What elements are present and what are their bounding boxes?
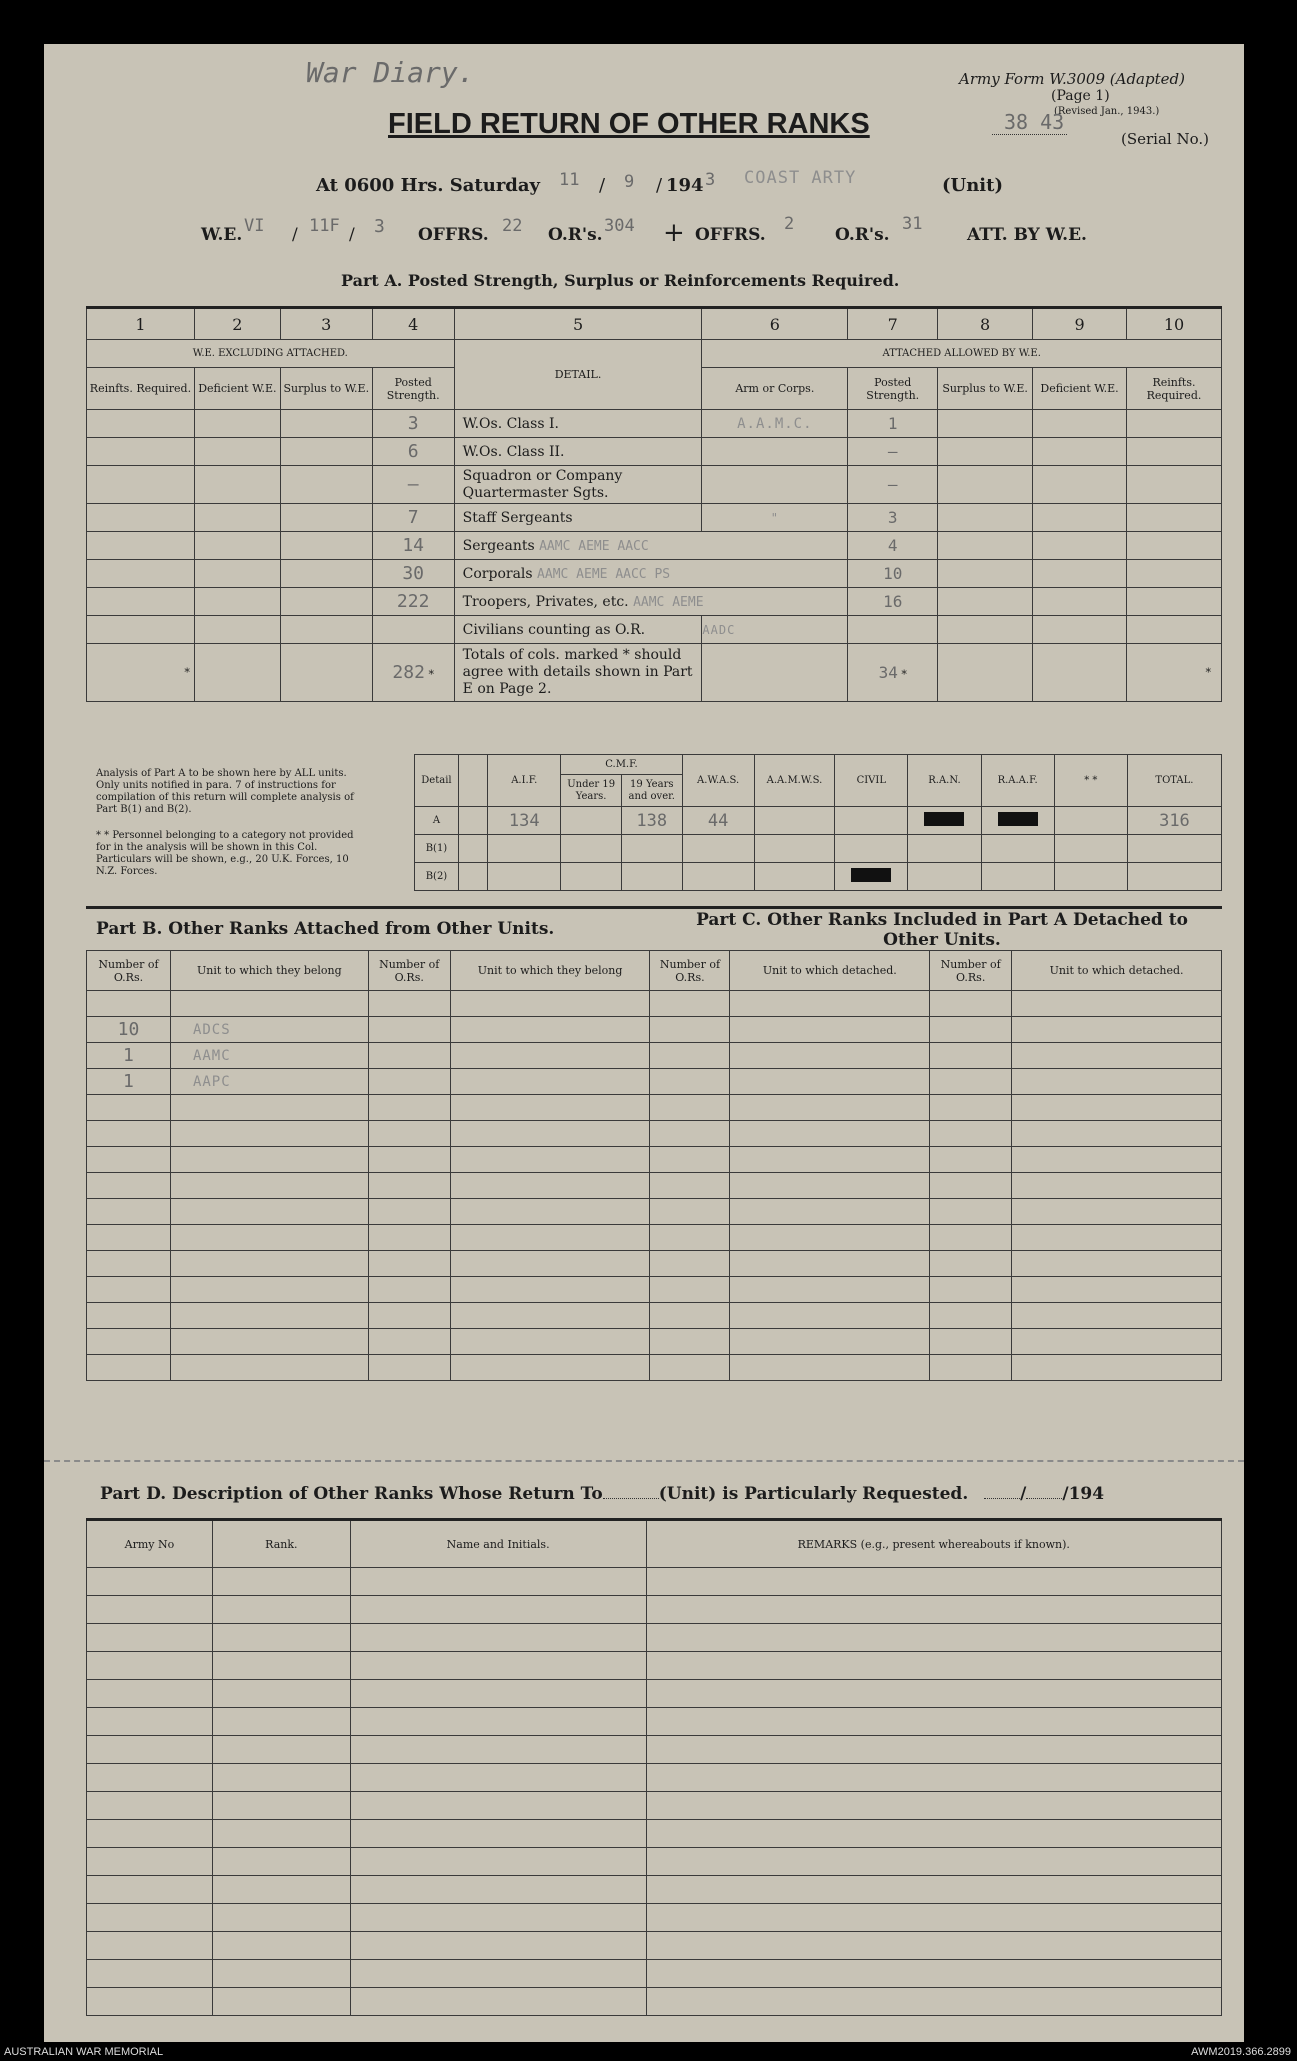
footer-left: AUSTRALIAN WAR MEMORIAL <box>4 2046 164 2058</box>
plus-sign: + <box>663 218 685 248</box>
table-row <box>87 1199 1222 1225</box>
header-att-surplus: Surplus to W.E. <box>938 368 1033 410</box>
table-row <box>87 1960 1222 1988</box>
date-year-prefix: 194 <box>666 175 704 196</box>
header-arm-corps: Arm or Corps. <box>702 368 848 410</box>
part-d-title-unit: (Unit) is Particularly Requested. <box>658 1484 969 1504</box>
footer-right: AWM2019.366.2899 <box>1191 2046 1291 2058</box>
b-header-num-2: Number of O.Rs. <box>368 951 450 991</box>
page-number: (Page 1) <box>1051 88 1110 104</box>
table-row <box>87 1708 1222 1736</box>
offrs2-value: 2 <box>784 214 795 234</box>
star-mark: * <box>428 668 434 681</box>
totals-posted: 282 <box>392 662 425 683</box>
analysis-under19-header: Under 19 Years. <box>561 775 622 807</box>
att-posted-value: 1 <box>887 414 898 433</box>
unit-value: COAST ARTY <box>744 168 857 188</box>
we-3: 3 <box>374 216 385 237</box>
ors-value: 304 <box>604 216 635 236</box>
aif-value: 134 <box>508 810 540 831</box>
handwritten-note: War Diary. <box>306 56 475 89</box>
detail-label: Corporals <box>462 565 533 582</box>
c-header-num: Number of O.Rs. <box>650 951 730 991</box>
star-mark: * <box>87 644 195 702</box>
table-row <box>87 1680 1222 1708</box>
detail-label: Squadron or Company Quartermaster Sgts. <box>454 466 702 504</box>
att-posted-value: 10 <box>883 564 903 583</box>
unit-label: (Unit) <box>942 175 1003 196</box>
part-c-title: Part C. Other Ranks Included in Part A Detached to Other Units. <box>696 910 1188 950</box>
d-header-army-no: Army No <box>87 1520 213 1568</box>
arm-value: AAMC AEME <box>633 594 704 610</box>
analysis-row <box>415 863 1222 891</box>
table-row <box>87 1329 1222 1355</box>
row-label: B(2) <box>415 863 459 891</box>
group-right-header: ATTACHED ALLOWED BY W.E. <box>702 340 1222 368</box>
table-row <box>87 1121 1222 1147</box>
table-row <box>87 1225 1222 1251</box>
we-label: W.E. <box>201 225 243 245</box>
ors2-value: 31 <box>902 214 923 234</box>
detail-label: Staff Sergeants <box>454 504 702 532</box>
table-row <box>87 588 1222 616</box>
perforation-line <box>44 1460 1244 1462</box>
posted-value: 14 <box>402 535 425 556</box>
col-number: 8 <box>938 308 1033 340</box>
part-a-table <box>86 306 1222 702</box>
detail-label: Troopers, Privates, etc. <box>462 593 629 610</box>
table-row <box>87 1568 1222 1596</box>
offrs-value: 22 <box>502 216 523 236</box>
header-deficient: Deficient W.E. <box>194 368 280 410</box>
part-bc-table <box>86 950 1222 1381</box>
analysis-total-header: TOTAL. <box>1127 755 1221 807</box>
col-number: 9 <box>1033 308 1127 340</box>
part-d-title-prefix: Part D. Description of Other Ranks Whose Return To <box>100 1484 603 1504</box>
analysis-detail-header: Detail <box>415 755 459 807</box>
table-row <box>87 1652 1222 1680</box>
c-header-num-2: Number of O.Rs. <box>930 951 1012 991</box>
form-title: FIELD RETURN OF OTHER RANKS <box>388 108 870 140</box>
group-left-header: W.E. EXCLUDING ATTACHED. <box>87 340 455 368</box>
analysis-civil-header: CIVIL <box>835 755 908 807</box>
b-unit: AAMC <box>192 1047 231 1064</box>
part-d-title-date: /194 <box>1062 1484 1105 1504</box>
col-number: 4 <box>372 308 454 340</box>
table-row <box>87 1355 1222 1381</box>
table-row <box>87 1147 1222 1173</box>
c-header-unit: Unit to which detached. <box>730 951 930 991</box>
table-row <box>87 1017 1222 1043</box>
analysis-row <box>415 807 1222 835</box>
table-row <box>87 438 1222 466</box>
table-row <box>87 1624 1222 1652</box>
b-header-unit: Unit to which they belong <box>170 951 368 991</box>
ors2-label: O.R's. <box>835 225 890 245</box>
table-row <box>87 1303 1222 1329</box>
table-row <box>87 1251 1222 1277</box>
d-header-remarks: REMARKS (e.g., present whereabouts if known). <box>646 1520 1222 1568</box>
star-mark: * <box>901 668 907 681</box>
b-unit: AAPC <box>192 1073 231 1090</box>
table-row <box>87 1764 1222 1792</box>
part-a-title: Part A. Posted Strength, Surplus or Reinforcements Required. <box>341 271 900 290</box>
col-number: 7 <box>848 308 938 340</box>
col-number: 2 <box>194 308 280 340</box>
att-posted-value: 3 <box>887 508 898 527</box>
analysis-note: Analysis of Part A to be shown here by ALL units. Only units notified in para. 7 of instructions for compilation of this return will complete analysis of Part B(1) and B(2). <box>96 768 354 815</box>
analysis-table <box>414 754 1222 891</box>
col-number: 6 <box>702 308 848 340</box>
awas-value: 44 <box>707 810 729 831</box>
att-posted-value: 16 <box>883 592 903 611</box>
redaction-mark <box>924 812 964 826</box>
total-value: 316 <box>1159 810 1190 831</box>
detail-label: Sergeants <box>462 537 535 554</box>
serial-label: (Serial No.) <box>1121 130 1209 148</box>
arm-value: AAMC AEME AACC PS <box>537 566 671 582</box>
table-row <box>87 1848 1222 1876</box>
analysis-aif-header: A.I.F. <box>488 755 561 807</box>
posted-value: – <box>407 474 419 495</box>
col-number: 5 <box>454 308 702 340</box>
date-year: 3 <box>705 170 716 190</box>
table-row <box>87 1173 1222 1199</box>
form-page: War Diary. Army Form W.3009 (Adapted) (Page 1) (Revised Jan., 1943.) 38 43 (Serial No.) FIELD RETURN OF OTHER RANKS At 0600 Hrs. Saturday 11 / 9 / 194 3 COAST ARTY (Unit) W.E. VI / 11F / 3 OFFRS. 22 O.R's. 304 + OFFRS. 2 O.R's. 31 ATT. BY W.E. Part A. Posted Strength, Surplus or Reinforcements Required. 1 2 3 4 5 6 7 8 9 10 W.E. EXCLUDING ATTACHED. DETAIL. ATTACHED ALLOWED BY W.E. Reinfts. Required. Deficient W.E. Surplus to W.E. Posted Strength. Arm or Corps. Posted Strength. Surplus to W.E. Deficient W.E. Reinfts. Required. 3 W.Os. Class I. A.A.M.C. 1 6 W.Os. Class II. – – Squadron or Company Quartermaster Sgts. – 7 Staff Sergeants " 3 14 Sergeants AAMC AEME AACC 4 30 Corporals AAMC AEME AACC PS 10 222 Troopers, Privates, etc. AAMC AEME 16 Civilians counting as O.R. AADC * 282 * Totals of cols. marked * should agree with details shown in Part E on Page 2. 34 * * Analysis of Part A to be shown here by ALL units. Only units notified in para. 7 of instructions for compilation of this return will complete analysis of Part B(1) and B(2). * * Personnel belonging to a category not provided for in the analysis will be shown in this Col. Particulars will be shown, e.g., 20 U.K. Forces, 10 N.Z. Forces. Detail A.I.F. C.M.F. A.W.A.S. A.A.M.W.S. CIVIL R.A.N. R.A.A.F. * * TOTAL. Under 19 Years. 19 Years and over. A 134 138 44 316 B(1) B(2) Part B. Other Ranks Attached from Other Units. Part C. Other Ranks Included in Part A Detached to Other Units. Number of O.Rs. Unit to which they belong Number of O.Rs. Unit to which they belong Number of O.Rs. Unit to which detached. Number of O.Rs. Unit to which detached. 10 ADCS 1 AAMC 1 AAPC Part D. Description of Other Ranks Whose Return To (Unit) is Particularly Requested. / /194 Army No Rank. Name and Initials. REMARKS (e.g., present whereabouts if known). <box>44 44 1244 2042</box>
part-d-title: Part D. Description of Other Ranks Whose Return To (Unit) is Particularly Requested. / /194 <box>100 1484 1105 1504</box>
c-header-unit-2: Unit to which detached. <box>1012 951 1222 991</box>
analysis-raaf-header: R.A.A.F. <box>981 755 1054 807</box>
row-label: B(1) <box>415 835 459 863</box>
detail-label: Civilians counting as O.R. <box>454 616 702 644</box>
totals-att: 34 <box>878 663 898 682</box>
detail-label: W.Os. Class II. <box>454 438 702 466</box>
header-att-deficient: Deficient W.E. <box>1033 368 1127 410</box>
arm-value: " <box>770 510 779 525</box>
d-header-rank: Rank. <box>212 1520 350 1568</box>
table-row <box>87 1069 1222 1095</box>
analysis-aamws-header: A.A.M.W.S. <box>754 755 834 807</box>
redaction-mark <box>998 812 1038 826</box>
table-row <box>87 504 1222 532</box>
b-header-unit-2: Unit to which they belong <box>450 951 650 991</box>
over19-value: 138 <box>636 810 668 831</box>
serial-values: 38 43 <box>1004 110 1065 134</box>
offrs-label: OFFRS. <box>418 225 489 245</box>
arm-value: AADC <box>702 622 736 637</box>
header-reinfts: Reinfts. Required. <box>87 368 195 410</box>
table-row <box>87 1596 1222 1624</box>
totals-row <box>87 644 1222 702</box>
table-row <box>87 1043 1222 1069</box>
posted-value: 3 <box>407 413 419 434</box>
form-id: Army Form W.3009 (Adapted) <box>959 70 1185 88</box>
date-prefix: At 0600 Hrs. Saturday <box>316 175 541 196</box>
analysis-row <box>415 835 1222 863</box>
analysis-cmf-header: C.M.F. <box>561 755 682 775</box>
table-row <box>87 1277 1222 1303</box>
star-mark: * <box>1126 644 1221 702</box>
d-header-name: Name and Initials. <box>350 1520 646 1568</box>
table-row <box>87 532 1222 560</box>
part-d-table <box>86 1518 1222 2016</box>
arm-value: A.A.M.C. <box>737 415 813 432</box>
part-bc-rule <box>86 906 1222 909</box>
table-row <box>87 560 1222 588</box>
analysis-note-2: * * Personnel belonging to a category not provided for in the analysis will be shown in this Col. Particulars will be shown, e.g., 20 U.K. Forces, 10 N.Z. Forces. <box>96 830 354 877</box>
table-row <box>87 1792 1222 1820</box>
b-num: 1 <box>123 1071 134 1092</box>
att-label: ATT. BY W.E. <box>967 225 1087 245</box>
att-posted-value: – <box>887 442 898 461</box>
detail-cell <box>454 588 848 616</box>
att-posted-value: – <box>887 475 898 494</box>
analysis-other-header: * * <box>1054 755 1127 807</box>
row-label: A <box>415 807 459 835</box>
col-number: 1 <box>87 308 195 340</box>
posted-value: 6 <box>407 441 419 462</box>
detail-cell <box>454 560 848 588</box>
table-row <box>87 1736 1222 1764</box>
we-1: VI <box>244 216 265 236</box>
header-att-reinfts: Reinfts. Required. <box>1126 368 1221 410</box>
analysis-over19-header: 19 Years and over. <box>621 775 682 807</box>
table-row <box>87 1988 1222 2016</box>
table-row <box>87 410 1222 438</box>
table-row <box>87 1904 1222 1932</box>
we-2: 11F <box>309 216 340 236</box>
ors-label: O.R's. <box>548 225 603 245</box>
table-row <box>87 1932 1222 1960</box>
header-posted: Posted Strength. <box>372 368 454 410</box>
detail-cell <box>454 532 848 560</box>
table-row <box>87 466 1222 504</box>
part-b-title: Part B. Other Ranks Attached from Other Units. <box>96 919 555 939</box>
table-row <box>87 991 1222 1017</box>
offrs2-label: OFFRS. <box>695 225 766 245</box>
date-month: 9 <box>624 172 635 192</box>
analysis-awas-header: A.W.A.S. <box>682 755 754 807</box>
table-row <box>87 1820 1222 1848</box>
date-day: 11 <box>559 170 580 190</box>
posted-value: 7 <box>407 507 419 528</box>
col-number: 3 <box>280 308 372 340</box>
b-num: 1 <box>123 1045 134 1066</box>
table-row <box>87 1095 1222 1121</box>
table-row <box>87 1876 1222 1904</box>
analysis-ran-header: R.A.N. <box>908 755 981 807</box>
table-row <box>87 616 1222 644</box>
redaction-mark <box>851 868 891 882</box>
serial-line <box>992 134 1067 135</box>
posted-value: 222 <box>396 591 430 612</box>
header-att-posted: Posted Strength. <box>848 368 938 410</box>
posted-value: 30 <box>402 563 425 584</box>
totals-detail: Totals of cols. marked * should agree with details shown in Part E on Page 2. <box>454 644 702 702</box>
detail-label: W.Os. Class I. <box>454 410 702 438</box>
b-num: 10 <box>117 1019 140 1040</box>
b-unit: ADCS <box>192 1021 231 1038</box>
arm-value: AAMC AEME AACC <box>539 538 649 554</box>
b-header-num: Number of O.Rs. <box>87 951 171 991</box>
header-surplus: Surplus to W.E. <box>280 368 372 410</box>
att-posted-value: 4 <box>887 536 898 555</box>
col-number: 10 <box>1126 308 1221 340</box>
revised-date: (Revised Jan., 1943.) <box>1054 106 1160 117</box>
detail-header: DETAIL. <box>454 340 702 410</box>
